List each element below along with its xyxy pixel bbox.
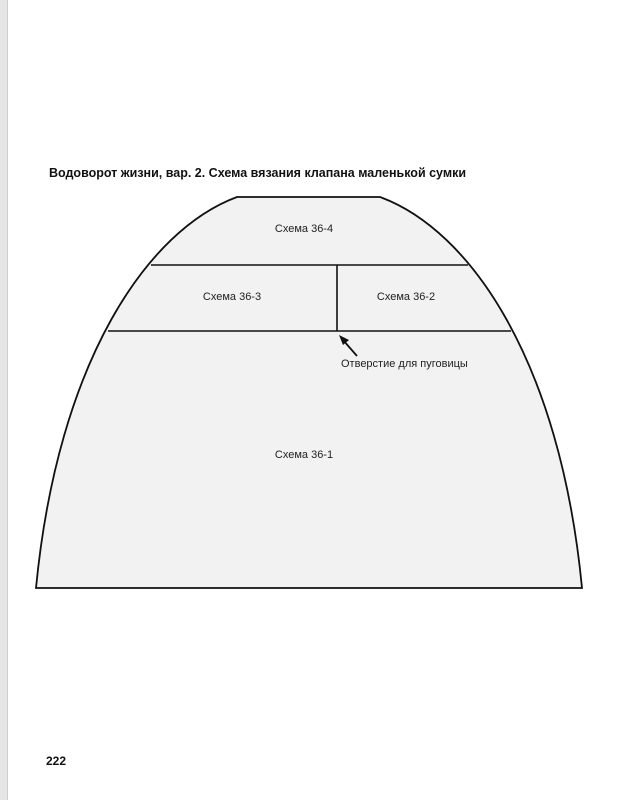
page-number: 222 [46,754,67,768]
section-label-top: Схема 36-4 [274,223,334,235]
flap-outline [36,197,582,588]
section-label-middle-right: Схема 36-2 [376,291,436,303]
section-label-bottom: Схема 36-1 [274,449,334,461]
section-label-middle-left: Схема 36-3 [202,291,262,303]
button-hole-annotation: Отверстие для пуговицы [341,358,468,370]
diagram-title: Водоворот жизни, вар. 2. Схема вязания клапана маленькой сумки [49,166,467,180]
